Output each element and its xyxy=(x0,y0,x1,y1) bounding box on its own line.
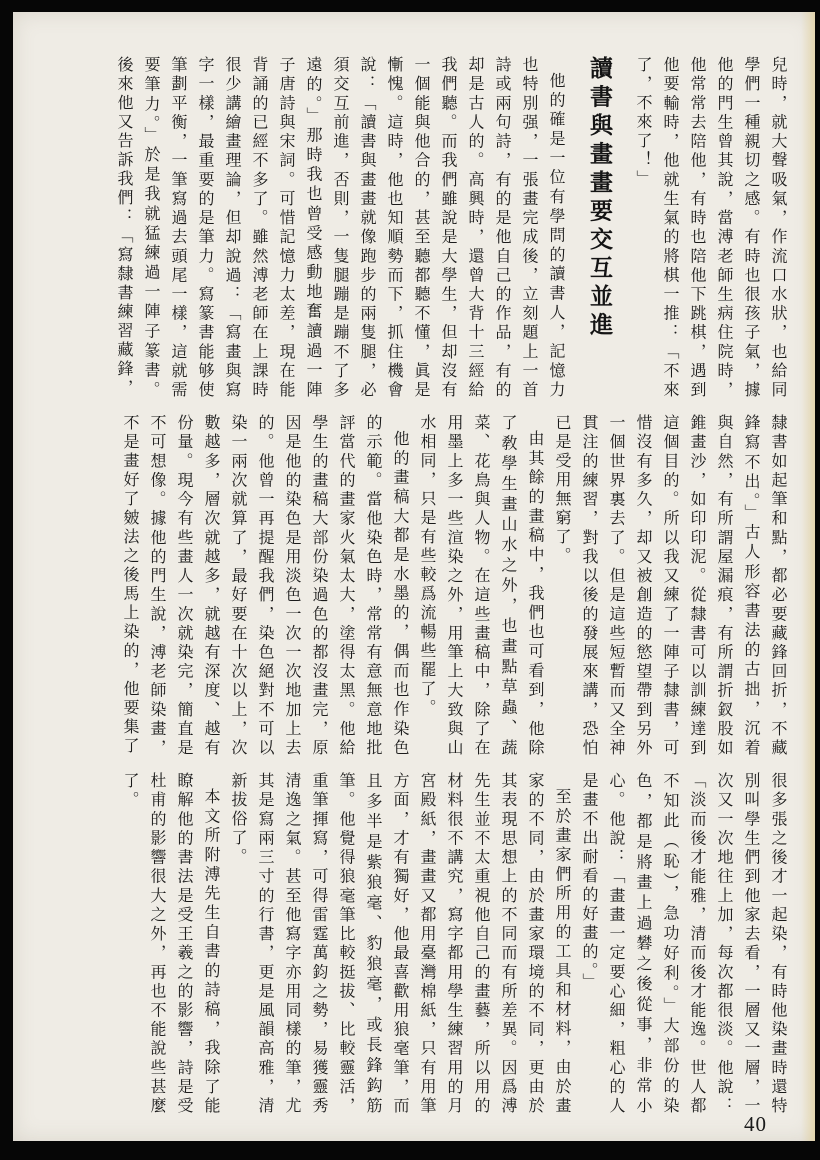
paragraph: 本文所附溥先生自書的詩稿，我除了能瞭解他的書法是受王羲之的影響，詩是受杜甫的影響很大之外，再也不能說些甚麼了。 xyxy=(121,772,219,1116)
text-band-top xyxy=(59,56,791,400)
paragraph: 他的畫稿大都是水墨的，偶而也作染色的示範。當他染色時，常常有意無意地批評當代的畫家火氣太大，塗得太黑。他給學生的畫稿大部份染過色的都沒畫完，原因是他的染色是用淡色一次一次地加上去的。他曾一再提醒我們，染色絕對不可以染一兩次就算了，最好要在十次以上，次數越多，層次就越多，就越有深度、越有份量。現今有些畫人一次就染完，簡直是不可想像。據他的門生說，溥老師染畫，不是畫好了皴法之後馬上染的，他要集了 xyxy=(121,414,408,758)
paragraph: 由其餘的畫稿中，我們也可看到，他除了敎學生畫山水之外，也畫點草蟲、蔬菜、花鳥與人物。在這些畫稿中，除了在用墨上多一些渲染之外，用筆上大致與山水相同，只是有些較爲流暢些罷了。 xyxy=(418,414,543,758)
paragraph: 他的確是一位有學問的讀書人，記憶力也特別强，一張畫完成後，立刻題上一首詩或兩句詩，有的是他自己的作品，有的却是古人的。高興時，還曾大背十三經給我們聽。而我們雖說是大學生，但却沒有一個能與他合的，甚至聽都聽不懂，眞是慚愧。這時，他也知順勢而下，抓住機會說：「讀書與畫畫就像跑步的兩隻腿，必須交互前進，否則，一隻腿蹦是蹦不了多遠的。」那時我也曾受感動地奮讀過一陣子唐詩與宋詞。可惜記憶力太差，現在能背誦的已經不多了。雖然溥老師在上課時很少講繪畫理論，但却說過：「寫畫與寫字一樣，最重要的是筆力。寫篆書能够使筆劃平衡，一筆寫過去頭尾一樣，這就需要筆力。」於是我就猛練過一陣子篆書。後來他又告訴我們：「寫隸書練習藏鋒， xyxy=(115,56,564,400)
magazine-page xyxy=(13,12,815,1141)
page-content xyxy=(59,56,791,1141)
paragraph-continuation: 兒時，就大聲吸氣，作流口水狀，也給同學們一種親切之感。有時也很孩子氣，據他的門生曾其說，當溥老師生病住院時，他常常去陪他，有時也陪他下跳棋，遇到他要輸時，他就生氣的將棋一推：「不來了，不來了！」 xyxy=(634,56,786,400)
paragraph: 至於畫家們所用的工具和材料，由於畫家的不同，由於畫家環境的不同，更由於其表現思想上的不同而有所差異。因爲溥先生並不太重視他自己的畫藝，所以用的材料很不講究，寫字都用學生練習用的月宮殿紙，畫畫又都用臺灣棉紙，只有用筆方面，才有獨好，他最喜歡用狼毫筆，而且多半是紫狼毫、豹狼毫，或長鋒鈎筋筆。他覺得狼毫筆比較挺拔、比較靈活，重筆揮寫，可得雷霆萬鈞之勢，易獲靈秀清逸之氣。甚至他寫字亦用同樣的筆，尤其是寫兩三寸的行書，更是風韻高雅，清新拔俗了。 xyxy=(229,772,570,1116)
paragraph-continuation: 隸書如起筆和點，都必要藏鋒回折，不藏鋒寫不出。」古人形容書法的古拙，沉着與自然，有所謂屋漏痕，有所謂折釵股如錐畫沙，如印印泥。從隸書可以訓練達到這個目的。所以我又練了一陣子隸書，可惜沒有多久，却又被創造的慾望帶到另外一個世界裏去了。但是這些短暫而又全神貫注的練習，對我以後的發展來講，恐怕已是受用無窮了。 xyxy=(553,414,786,758)
text-band-middle xyxy=(59,414,791,758)
scan-edge-tint xyxy=(801,12,815,1141)
text-band-bottom xyxy=(59,772,791,1116)
article-title: 讀書與畫畫要交互並進 xyxy=(587,56,612,341)
page-number: 40 xyxy=(744,1112,767,1136)
paragraph-continuation: 很多張之後才一起染，有時他染畫時還特別叫學生們到他家去看，一層又一層，一次又一次地往上加，每次都很淡。他說：「淡而後才能雅，清而後才能逸。世人都不知此（恥），急功好利。」大部份的染色，都是將畫上過礬之後從事，非常小心。他說：「畫畫一定要心細，粗心的人是畫不出耐看的好畫的。」 xyxy=(580,772,786,1116)
